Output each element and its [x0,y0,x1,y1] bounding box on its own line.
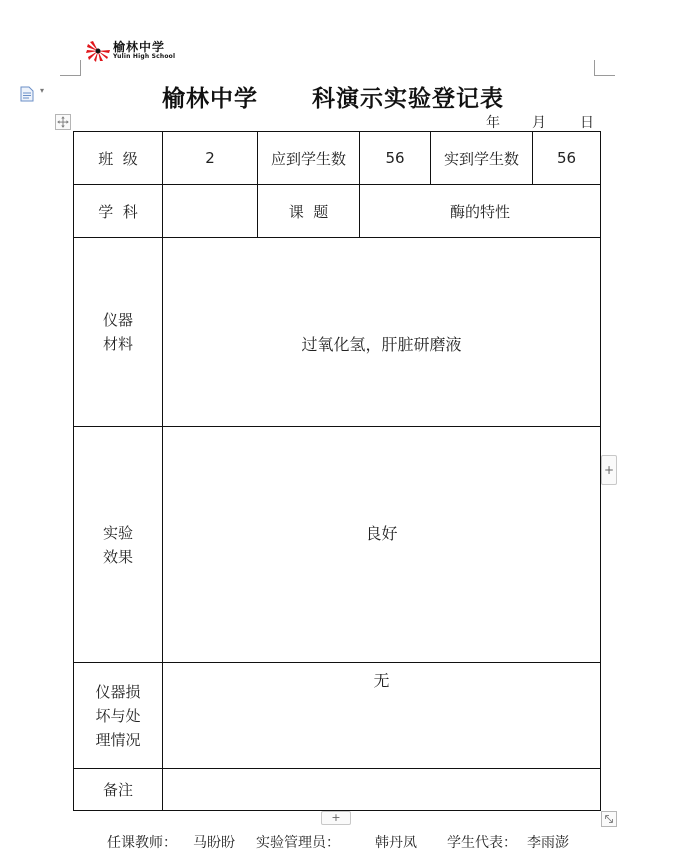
date-day-label: 日 [580,115,594,131]
table-resize-handle-icon[interactable] [601,811,617,827]
student-name: 李雨澎 [527,835,569,851]
remarks-value[interactable] [163,769,600,810]
title-school-name: 榆林中学 [162,86,258,112]
class-label: 班 级 [98,149,138,168]
materials-label: 仪器 材料 [102,311,133,353]
school-logo-icon [86,40,110,62]
logo-school-english-name: Yulin High School [113,53,176,60]
date-month-label: 月 [532,115,546,131]
date-line [486,112,596,130]
actual-students-value[interactable]: 56 [556,149,577,167]
date-year-label: 年 [486,115,500,131]
logo-school-name: 榆林中学 [113,40,166,54]
topic-value[interactable]: 酶的特性 [449,202,510,221]
title-form-name: 科演示实验登记表 [312,86,504,112]
expected-students-value[interactable]: 56 [385,149,405,167]
remarks-label: 备注 [102,781,133,799]
teacher-name: 马盼盼 [193,835,235,851]
effect-value[interactable]: 良好 [365,523,398,543]
topic-label: 课 题 [288,202,329,221]
chevron-down-icon[interactable]: ▾ [40,86,45,95]
damage-label: 仪器损 坏与处 理情况 [95,682,141,749]
page-corner-guide-top-left [60,60,81,76]
admin-label: 实验管理员： [256,835,340,851]
effect-label: 实验 效果 [102,523,133,566]
page-corner-guide-top-right [594,60,615,76]
document-icon[interactable] [20,86,34,102]
expected-students-label: 应到学生数 [270,149,346,168]
damage-value[interactable]: 无 [373,671,390,690]
materials-value[interactable]: 过氧化氢，肝脏研磨液 [301,334,462,354]
add-row-button[interactable]: + [321,811,351,825]
subject-value[interactable] [163,185,257,237]
admin-name: 韩丹凤 [375,835,417,851]
teacher-label: 任课教师： [107,835,177,851]
add-column-button[interactable]: + [601,455,617,485]
class-value[interactable]: 2 [205,149,215,167]
table-move-handle-icon[interactable] [55,114,71,130]
subject-label: 学 科 [98,202,138,221]
student-label: 学生代表： [447,835,517,851]
actual-students-label: 实到学生数 [443,149,519,168]
